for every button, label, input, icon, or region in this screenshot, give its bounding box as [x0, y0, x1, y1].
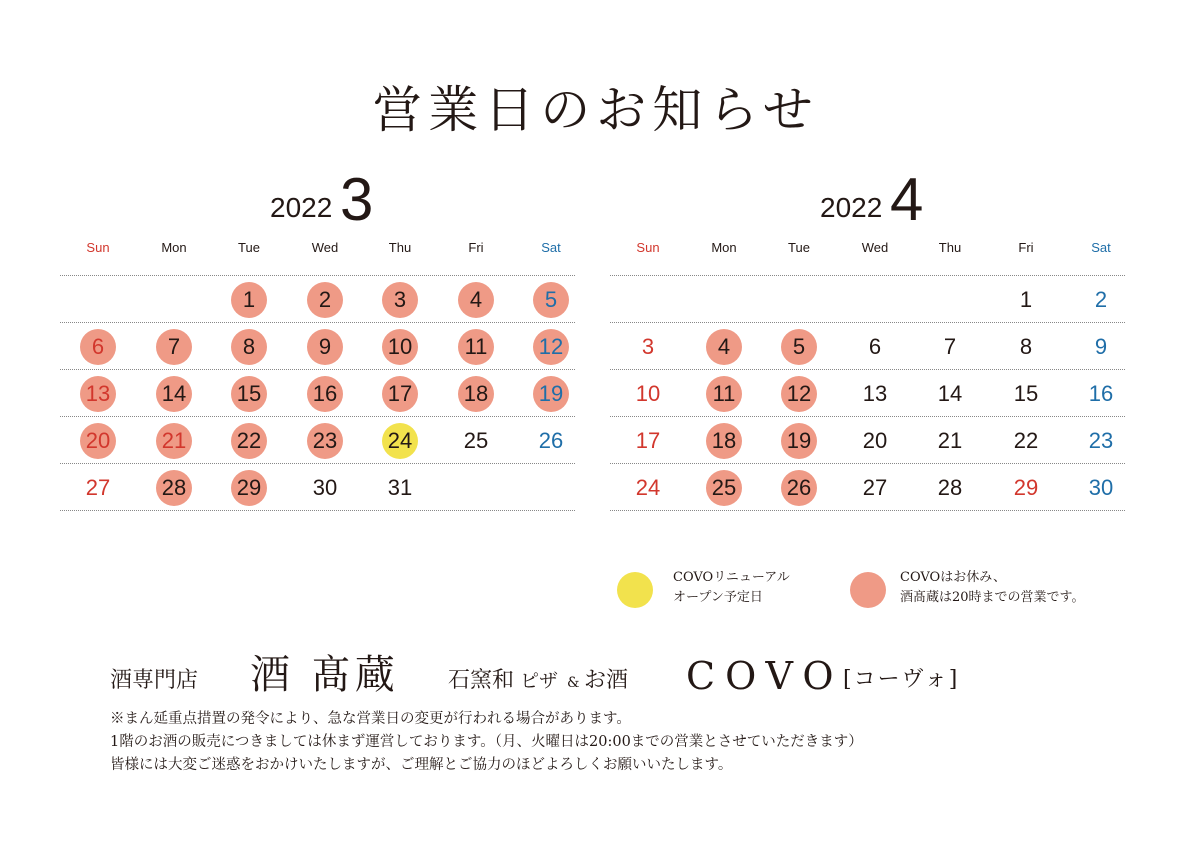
pizza-label-3: & — [567, 675, 580, 691]
note-line: 1階のお酒の販売につきましては休まず運営しております。（月、火曜日は20:00までの営業とさせていただきます） — [110, 734, 863, 750]
calendar-day-14: 14 — [937, 381, 963, 406]
calendar-day-4: 4 — [458, 282, 494, 318]
calendar-day-21: 21 — [156, 423, 192, 459]
calendar-month: 4 — [890, 166, 924, 233]
weekday-header — [610, 240, 1125, 260]
calendar-day-7: 7 — [943, 334, 957, 359]
weekday-mon: Mon — [161, 240, 187, 255]
weekday-sun: Sun — [636, 240, 660, 255]
calendar-day-22: 22 — [1013, 428, 1039, 453]
calendar-day-27: 27 — [862, 475, 888, 500]
calendar-week-row — [610, 322, 1125, 369]
sake-shop-name: 酒 髙蔵 — [250, 652, 399, 698]
calendar-day-10: 10 — [635, 381, 661, 406]
calendar-day-3: 3 — [641, 334, 655, 359]
calendar-day-29: 29 — [1013, 475, 1039, 500]
note-line: ※まん延重点措置の発令により、急な営業日の変更が行われる場合があります。 — [110, 711, 631, 727]
calendar-day-13: 13 — [80, 376, 116, 412]
calendar-day-9: 9 — [1094, 334, 1108, 359]
calendar-day-17: 17 — [635, 428, 661, 453]
calendar-day-29: 29 — [231, 470, 267, 506]
calendar-day-10: 10 — [382, 329, 418, 365]
calendar-day-8: 8 — [1019, 334, 1033, 359]
calendar-day-20: 20 — [80, 423, 116, 459]
calendar-year: 2022 — [820, 192, 883, 223]
covo-name: COVO — [686, 654, 844, 698]
calendar-day-22: 22 — [231, 423, 267, 459]
weekday-fri: Fri — [1018, 240, 1034, 255]
calendar-day-6: 6 — [868, 334, 882, 359]
calendar-day-5: 5 — [533, 282, 569, 318]
weekday-tue: Tue — [788, 240, 810, 255]
calendar-day-25: 25 — [463, 428, 489, 453]
calendar-day-15: 15 — [1013, 381, 1039, 406]
calendar-header — [60, 160, 575, 233]
page-title: 営業日のお知らせ — [372, 81, 819, 139]
calendar-week-row — [60, 463, 575, 511]
calendar-day-18: 18 — [706, 423, 742, 459]
calendar-day-24: 24 — [635, 475, 661, 500]
calendar-day-25: 25 — [706, 470, 742, 506]
calendar-day-31: 31 — [387, 475, 413, 500]
calendar-year: 2022 — [270, 192, 333, 223]
calendar-day-3: 3 — [382, 282, 418, 318]
calendar-week-row — [610, 275, 1125, 322]
calendar-day-28: 28 — [937, 475, 963, 500]
calendar-day-23: 23 — [307, 423, 343, 459]
calendar-day-1: 1 — [1019, 287, 1033, 312]
weekday-wed: Wed — [311, 240, 339, 255]
calendar-day-19: 19 — [781, 423, 817, 459]
calendar-day-17: 17 — [382, 376, 418, 412]
weekday-fri: Fri — [468, 240, 484, 255]
calendar-day-16: 16 — [1088, 381, 1114, 406]
calendar-day-2: 2 — [307, 282, 343, 318]
calendar-day-30: 30 — [312, 475, 338, 500]
calendar-week-row — [60, 416, 575, 463]
calendar-day-27: 27 — [85, 475, 111, 500]
calendar-day-1: 1 — [231, 282, 267, 318]
calendar-day-6: 6 — [80, 329, 116, 365]
calendar-day-8: 8 — [231, 329, 267, 365]
closed-marker-icon — [850, 572, 886, 608]
covo-reading: [コーヴォ] — [843, 667, 960, 692]
calendar-day-18: 18 — [458, 376, 494, 412]
calendar-day-16: 16 — [307, 376, 343, 412]
calendar-day-30: 30 — [1088, 475, 1114, 500]
calendar-week-row — [610, 416, 1125, 463]
calendar-day-7: 7 — [156, 329, 192, 365]
calendar-week-row — [610, 463, 1125, 511]
note-line: 皆様には大変ご迷惑をおかけいたしますが、ご理解とご協力のほどよろしくお願いいたします。 — [110, 757, 733, 773]
weekday-thu: Thu — [938, 240, 962, 255]
calendar-month: 3 — [340, 166, 374, 233]
weekday-sat: Sat — [541, 240, 561, 255]
weekday-sun: Sun — [86, 240, 110, 255]
calendar-day-28: 28 — [156, 470, 192, 506]
calendar-day-4: 4 — [706, 329, 742, 365]
calendar-grid — [60, 275, 575, 511]
calendar-week-row — [60, 275, 575, 322]
calendar-day-13: 13 — [862, 381, 888, 406]
calendar-day-2: 2 — [1094, 287, 1108, 312]
calendar-day-11: 11 — [458, 329, 494, 365]
calendar-day-24: 24 — [382, 423, 418, 459]
open-marker-icon — [617, 572, 653, 608]
calendar-day-12: 12 — [781, 376, 817, 412]
weekday-tue: Tue — [238, 240, 260, 255]
weekday-wed: Wed — [861, 240, 889, 255]
notes — [110, 708, 863, 777]
calendar-day-26: 26 — [538, 428, 564, 453]
pizza-label-2: ピザ — [520, 670, 559, 692]
calendar-day-23: 23 — [1088, 428, 1114, 453]
calendar-day-20: 20 — [862, 428, 888, 453]
calendar-header — [610, 160, 1125, 233]
calendar-day-15: 15 — [231, 376, 267, 412]
weekday-mon: Mon — [711, 240, 737, 255]
calendar-day-9: 9 — [307, 329, 343, 365]
calendar-day-12: 12 — [533, 329, 569, 365]
calendar-week-row — [610, 369, 1125, 416]
calendar-week-row — [60, 322, 575, 369]
calendar-day-14: 14 — [156, 376, 192, 412]
calendar-day-11: 11 — [706, 376, 742, 412]
calendar-day-19: 19 — [533, 376, 569, 412]
calendar-day-26: 26 — [781, 470, 817, 506]
calendar-grid — [610, 275, 1125, 511]
legend-open-text: COVOリニューアル オープン予定日 — [673, 570, 790, 605]
calendar-day-5: 5 — [781, 329, 817, 365]
sake-shop-label: 酒専門店 — [110, 668, 199, 693]
pizza-label-4: お酒 — [584, 668, 629, 693]
legend-closed-text: COVOはお休み、 酒髙蔵は20時までの営業です。 — [900, 570, 1085, 605]
weekday-thu: Thu — [388, 240, 412, 255]
pizza-label-1: 石窯和 — [448, 668, 515, 693]
brand-line — [110, 650, 1110, 700]
calendar-week-row — [60, 369, 575, 416]
weekday-header — [60, 240, 575, 260]
weekday-sat: Sat — [1091, 240, 1111, 255]
calendar-day-21: 21 — [937, 428, 963, 453]
